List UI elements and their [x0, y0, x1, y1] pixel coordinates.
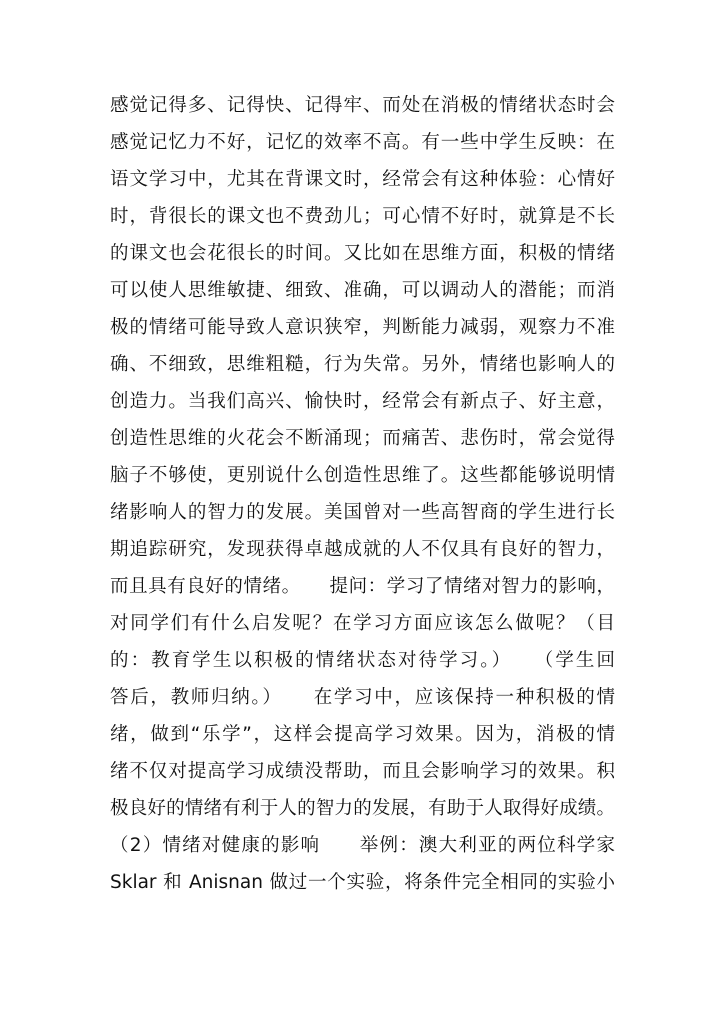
text-line: 语文学习中，尤其在背课文时，经常会有这种体验：心情好: [110, 169, 615, 190]
text-line: 的课文也会花很长的时间。又比如在思维方面，积极的情绪: [110, 243, 615, 264]
text-line: 极良好的情绪有利于人的智力的发展，有助于人取得好成绩。: [110, 798, 615, 819]
text-line: （2）情绪对健康的影响 举例：澳大利亚的两位科学家: [110, 835, 615, 856]
text-line: 创造力。当我们高兴、愉快时，经常会有新点子、好主意，: [110, 391, 615, 412]
text-line: 极的情绪可能导致人意识狭窄，判断能力减弱，观察力不准: [110, 317, 615, 338]
text-line: 的：教育学生以积极的情绪状态对待学习。） （学生回: [110, 650, 615, 671]
text-line: 绪，做到“乐学”，这样会提高学习效果。因为，消极的情: [110, 724, 615, 745]
text-line: 创造性思维的火花会不断涌现；而痛苦、悲伤时，常会觉得: [110, 428, 615, 449]
text-line: 绪影响人的智力的发展。美国曾对一些高智商的学生进行长: [110, 502, 615, 523]
text-line: 时，背很长的课文也不费劲儿；可心情不好时，就算是不长: [110, 206, 615, 227]
text-line: 脑子不够使，更别说什么创造性思维了。这些都能够说明情: [110, 465, 615, 486]
text-line: 而且具有良好的情绪。 提问：学习了情绪对智力的影响，: [110, 576, 615, 597]
text-line: 可以使人思维敏捷、细致、准确，可以调动人的潜能；而消: [110, 280, 615, 301]
text-line: 对同学们有什么启发呢？在学习方面应该怎么做呢？（目: [110, 613, 615, 634]
text-line: 期追踪研究，发现获得卓越成就的人不仅具有良好的智力，: [110, 539, 615, 560]
text-line: 感觉记得多、记得快、记得牢、而处在消极的情绪状态时会: [110, 95, 615, 116]
text-line: 确、不细致，思维粗糙，行为失常。另外，情绪也影响人的: [110, 354, 615, 375]
text-line: 答后，教师归纳。） 在学习中，应该保持一种积极的情: [110, 687, 615, 708]
text-line: Sklar 和 Anisnan 做过一个实验，将条件完全相同的实验小: [110, 872, 615, 893]
text-line: 绪不仅对提高学习成绩没帮助，而且会影响学习的效果。积: [110, 761, 615, 782]
text-line: 感觉记忆力不好，记忆的效率不高。有一些中学生反映：在: [110, 132, 615, 153]
